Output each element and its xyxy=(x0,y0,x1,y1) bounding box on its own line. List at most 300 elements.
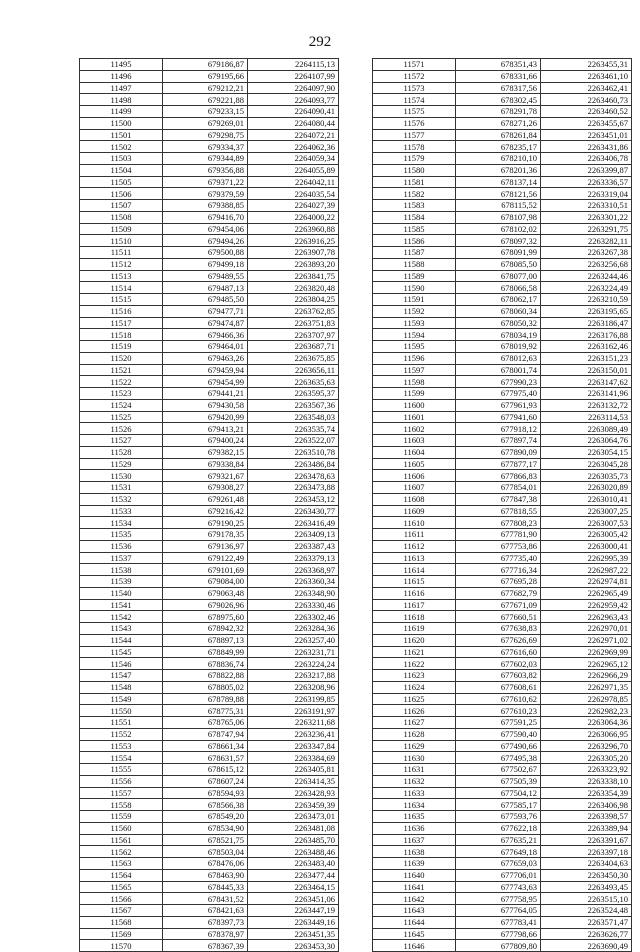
table-row xyxy=(80,70,339,82)
point-number-cell: 11620 xyxy=(373,634,456,646)
x-coordinate-cell: 678397,73 xyxy=(163,916,248,928)
point-number-cell: 11533 xyxy=(80,505,163,517)
table-row xyxy=(80,211,339,223)
table-row xyxy=(373,869,632,881)
table-row xyxy=(80,728,339,740)
x-coordinate-cell: 678331,66 xyxy=(456,70,541,82)
table-row xyxy=(373,834,632,846)
table-row xyxy=(373,623,632,635)
table-row xyxy=(80,341,339,353)
table-row xyxy=(373,928,632,940)
x-coordinate-cell: 677918,12 xyxy=(456,423,541,435)
x-coordinate-cell: 677591,25 xyxy=(456,717,541,729)
table-row xyxy=(373,728,632,740)
point-number-cell: 11577 xyxy=(373,129,456,141)
y-coordinate-cell: 2264042,11 xyxy=(248,176,339,188)
y-coordinate-cell: 2263477,44 xyxy=(248,869,339,881)
point-number-cell: 11544 xyxy=(80,634,163,646)
y-coordinate-cell: 2263176,88 xyxy=(541,329,632,341)
point-number-cell: 11633 xyxy=(373,787,456,799)
table-row xyxy=(373,646,632,658)
x-coordinate-cell: 677505,39 xyxy=(456,775,541,787)
table-row xyxy=(80,470,339,482)
point-number-cell: 11593 xyxy=(373,317,456,329)
point-number-cell: 11644 xyxy=(373,916,456,928)
point-number-cell: 11570 xyxy=(80,940,163,952)
point-number-cell: 11556 xyxy=(80,775,163,787)
table-row xyxy=(80,94,339,106)
y-coordinate-cell: 2263217,88 xyxy=(248,670,339,682)
x-coordinate-cell: 679190,25 xyxy=(163,517,248,529)
y-coordinate-cell: 2262987,22 xyxy=(541,564,632,576)
y-coordinate-cell: 2263455,67 xyxy=(541,117,632,129)
y-coordinate-cell: 2262959,42 xyxy=(541,599,632,611)
point-number-cell: 11622 xyxy=(373,658,456,670)
x-coordinate-cell: 678476,06 xyxy=(163,858,248,870)
point-number-cell: 11536 xyxy=(80,540,163,552)
x-coordinate-cell: 679216,42 xyxy=(163,505,248,517)
table-row xyxy=(80,529,339,541)
x-coordinate-cell: 677716,34 xyxy=(456,564,541,576)
y-coordinate-cell: 2263916,25 xyxy=(248,235,339,247)
y-coordinate-cell: 2263150,01 xyxy=(541,364,632,376)
y-coordinate-cell: 2264090,41 xyxy=(248,106,339,118)
x-coordinate-cell: 678521,75 xyxy=(163,834,248,846)
x-coordinate-cell: 677877,17 xyxy=(456,458,541,470)
point-number-cell: 11567 xyxy=(80,905,163,917)
table-row xyxy=(80,717,339,729)
y-coordinate-cell: 2262971,35 xyxy=(541,681,632,693)
table-row xyxy=(80,693,339,705)
table-row xyxy=(373,317,632,329)
y-coordinate-cell: 2264055,89 xyxy=(248,164,339,176)
y-coordinate-cell: 2263379,13 xyxy=(248,552,339,564)
x-coordinate-cell: 677504,12 xyxy=(456,787,541,799)
table-row xyxy=(80,188,339,200)
x-coordinate-cell: 679489,55 xyxy=(163,270,248,282)
point-number-cell: 11508 xyxy=(80,211,163,223)
x-coordinate-cell: 679212,21 xyxy=(163,82,248,94)
table-row xyxy=(80,658,339,670)
table-row xyxy=(80,435,339,447)
point-number-cell: 11636 xyxy=(373,822,456,834)
x-coordinate-cell: 679485,50 xyxy=(163,294,248,306)
x-coordinate-cell: 677706,01 xyxy=(456,869,541,881)
y-coordinate-cell: 2263224,49 xyxy=(541,282,632,294)
x-coordinate-cell: 679344,89 xyxy=(163,153,248,165)
y-coordinate-cell: 2264059,34 xyxy=(248,153,339,165)
point-number-cell: 11582 xyxy=(373,188,456,200)
point-number-cell: 11563 xyxy=(80,858,163,870)
table-row xyxy=(373,282,632,294)
y-coordinate-cell: 2263141,96 xyxy=(541,388,632,400)
x-coordinate-cell: 678210,10 xyxy=(456,153,541,165)
table-row xyxy=(373,634,632,646)
table-row xyxy=(80,740,339,752)
table-row xyxy=(80,294,339,306)
x-coordinate-cell: 679371,22 xyxy=(163,176,248,188)
x-coordinate-cell: 679499,18 xyxy=(163,258,248,270)
table-row xyxy=(80,705,339,717)
point-number-cell: 11606 xyxy=(373,470,456,482)
table-row xyxy=(373,70,632,82)
y-coordinate-cell: 2263567,36 xyxy=(248,399,339,411)
table-row xyxy=(373,752,632,764)
point-number-cell: 11614 xyxy=(373,564,456,576)
point-number-cell: 11596 xyxy=(373,352,456,364)
x-coordinate-cell: 678836,74 xyxy=(163,658,248,670)
table-row xyxy=(80,905,339,917)
y-coordinate-cell: 2262971,02 xyxy=(541,634,632,646)
table-row xyxy=(80,141,339,153)
y-coordinate-cell: 2262982,23 xyxy=(541,705,632,717)
y-coordinate-cell: 2263066,95 xyxy=(541,728,632,740)
x-coordinate-cell: 677758,95 xyxy=(456,893,541,905)
coordinates-table-right xyxy=(372,58,632,952)
x-coordinate-cell: 679477,71 xyxy=(163,305,248,317)
table-row xyxy=(373,153,632,165)
table-row xyxy=(80,834,339,846)
x-coordinate-cell: 678849,99 xyxy=(163,646,248,658)
y-coordinate-cell: 2263404,63 xyxy=(541,858,632,870)
table-row xyxy=(373,223,632,235)
point-number-cell: 11509 xyxy=(80,223,163,235)
x-coordinate-cell: 678097,32 xyxy=(456,235,541,247)
table-row xyxy=(373,411,632,423)
y-coordinate-cell: 2264062,36 xyxy=(248,141,339,153)
y-coordinate-cell: 2263515,10 xyxy=(541,893,632,905)
x-coordinate-cell: 679321,67 xyxy=(163,470,248,482)
point-number-cell: 11546 xyxy=(80,658,163,670)
y-coordinate-cell: 2263453,12 xyxy=(248,493,339,505)
y-coordinate-cell: 2263595,37 xyxy=(248,388,339,400)
x-coordinate-cell: 677783,41 xyxy=(456,916,541,928)
y-coordinate-cell: 2263000,41 xyxy=(541,540,632,552)
y-coordinate-cell: 2263114,53 xyxy=(541,411,632,423)
table-row xyxy=(80,846,339,858)
x-coordinate-cell: 679382,15 xyxy=(163,446,248,458)
point-number-cell: 11564 xyxy=(80,869,163,881)
y-coordinate-cell: 2263064,76 xyxy=(541,435,632,447)
point-number-cell: 11502 xyxy=(80,141,163,153)
y-coordinate-cell: 2263151,23 xyxy=(541,352,632,364)
x-coordinate-cell: 678019,92 xyxy=(456,341,541,353)
table-row xyxy=(80,822,339,834)
table-row xyxy=(80,799,339,811)
table-row xyxy=(373,446,632,458)
table-row xyxy=(80,176,339,188)
table-row xyxy=(80,117,339,129)
x-coordinate-cell: 677610,62 xyxy=(456,693,541,705)
table-row xyxy=(373,164,632,176)
x-coordinate-cell: 678534,90 xyxy=(163,822,248,834)
table-row xyxy=(373,775,632,787)
point-number-cell: 11520 xyxy=(80,352,163,364)
table-row xyxy=(80,893,339,905)
point-number-cell: 11632 xyxy=(373,775,456,787)
point-number-cell: 11581 xyxy=(373,176,456,188)
table-row xyxy=(373,294,632,306)
x-coordinate-cell: 678062,17 xyxy=(456,294,541,306)
point-number-cell: 11507 xyxy=(80,200,163,212)
y-coordinate-cell: 2263007,53 xyxy=(541,517,632,529)
point-number-cell: 11599 xyxy=(373,388,456,400)
y-coordinate-cell: 2264000,22 xyxy=(248,211,339,223)
point-number-cell: 11586 xyxy=(373,235,456,247)
y-coordinate-cell: 2263244,46 xyxy=(541,270,632,282)
table-row xyxy=(80,928,339,940)
table-row xyxy=(373,611,632,623)
x-coordinate-cell: 678822,88 xyxy=(163,670,248,682)
point-number-cell: 11560 xyxy=(80,822,163,834)
point-number-cell: 11526 xyxy=(80,423,163,435)
table-row xyxy=(373,740,632,752)
point-number-cell: 11580 xyxy=(373,164,456,176)
point-number-cell: 11499 xyxy=(80,106,163,118)
point-number-cell: 11615 xyxy=(373,576,456,588)
y-coordinate-cell: 2263089,49 xyxy=(541,423,632,435)
y-coordinate-cell: 2263430,77 xyxy=(248,505,339,517)
y-coordinate-cell: 2263455,31 xyxy=(541,59,632,71)
page-number: 292 xyxy=(308,34,332,50)
y-coordinate-cell: 2263284,36 xyxy=(248,623,339,635)
y-coordinate-cell: 2263199,85 xyxy=(248,693,339,705)
y-coordinate-cell: 2263690,49 xyxy=(541,940,632,952)
x-coordinate-cell: 679379,59 xyxy=(163,188,248,200)
y-coordinate-cell: 2263428,93 xyxy=(248,787,339,799)
point-number-cell: 11639 xyxy=(373,858,456,870)
y-coordinate-cell: 2263488,46 xyxy=(248,846,339,858)
y-coordinate-cell: 2263431,86 xyxy=(541,141,632,153)
table-row xyxy=(373,893,632,905)
table-row xyxy=(373,905,632,917)
point-number-cell: 11537 xyxy=(80,552,163,564)
x-coordinate-cell: 679063,48 xyxy=(163,587,248,599)
point-number-cell: 11607 xyxy=(373,482,456,494)
y-coordinate-cell: 2263010,41 xyxy=(541,493,632,505)
x-coordinate-cell: 677593,76 xyxy=(456,811,541,823)
table-row xyxy=(373,811,632,823)
y-coordinate-cell: 2263398,57 xyxy=(541,811,632,823)
y-coordinate-cell: 2263453,30 xyxy=(248,940,339,952)
y-coordinate-cell: 2263391,67 xyxy=(541,834,632,846)
point-number-cell: 11631 xyxy=(373,764,456,776)
x-coordinate-cell: 678661,34 xyxy=(163,740,248,752)
x-coordinate-cell: 677753,86 xyxy=(456,540,541,552)
point-number-cell: 11521 xyxy=(80,364,163,376)
coordinates-table-left xyxy=(79,58,339,952)
x-coordinate-cell: 678302,45 xyxy=(456,94,541,106)
point-number-cell: 11598 xyxy=(373,376,456,388)
x-coordinate-cell: 678445,33 xyxy=(163,881,248,893)
table-row xyxy=(373,564,632,576)
coordinates-table-right-body xyxy=(373,59,632,952)
x-coordinate-cell: 679400,24 xyxy=(163,435,248,447)
y-coordinate-cell: 2263485,70 xyxy=(248,834,339,846)
y-coordinate-cell: 2264027,39 xyxy=(248,200,339,212)
table-row xyxy=(80,329,339,341)
table-row xyxy=(373,270,632,282)
table-row xyxy=(80,364,339,376)
table-row xyxy=(80,399,339,411)
y-coordinate-cell: 2263656,11 xyxy=(248,364,339,376)
point-number-cell: 11574 xyxy=(373,94,456,106)
x-coordinate-cell: 678942,32 xyxy=(163,623,248,635)
x-coordinate-cell: 679441,21 xyxy=(163,388,248,400)
point-number-cell: 11585 xyxy=(373,223,456,235)
point-number-cell: 11523 xyxy=(80,388,163,400)
table-row xyxy=(373,458,632,470)
x-coordinate-cell: 677818,55 xyxy=(456,505,541,517)
table-row xyxy=(80,270,339,282)
point-number-cell: 11584 xyxy=(373,211,456,223)
y-coordinate-cell: 2263132,72 xyxy=(541,399,632,411)
table-row xyxy=(373,787,632,799)
x-coordinate-cell: 677781,90 xyxy=(456,529,541,541)
y-coordinate-cell: 2262969,99 xyxy=(541,646,632,658)
x-coordinate-cell: 677975,40 xyxy=(456,388,541,400)
x-coordinate-cell: 677502,67 xyxy=(456,764,541,776)
point-number-cell: 11640 xyxy=(373,869,456,881)
point-number-cell: 11601 xyxy=(373,411,456,423)
x-coordinate-cell: 679269,01 xyxy=(163,117,248,129)
point-number-cell: 11528 xyxy=(80,446,163,458)
table-row xyxy=(373,576,632,588)
x-coordinate-cell: 678566,38 xyxy=(163,799,248,811)
table-row xyxy=(373,505,632,517)
point-number-cell: 11535 xyxy=(80,529,163,541)
x-coordinate-cell: 677809,80 xyxy=(456,940,541,952)
point-number-cell: 11616 xyxy=(373,587,456,599)
table-row xyxy=(80,587,339,599)
table-row xyxy=(80,411,339,423)
x-coordinate-cell: 679356,88 xyxy=(163,164,248,176)
point-number-cell: 11605 xyxy=(373,458,456,470)
point-number-cell: 11548 xyxy=(80,681,163,693)
x-coordinate-cell: 677602,03 xyxy=(456,658,541,670)
x-coordinate-cell: 679420,99 xyxy=(163,411,248,423)
table-row xyxy=(80,811,339,823)
point-number-cell: 11514 xyxy=(80,282,163,294)
x-coordinate-cell: 679298,75 xyxy=(163,129,248,141)
y-coordinate-cell: 2263256,68 xyxy=(541,258,632,270)
x-coordinate-cell: 677735,40 xyxy=(456,552,541,564)
y-coordinate-cell: 2263493,45 xyxy=(541,881,632,893)
y-coordinate-cell: 2263007,25 xyxy=(541,505,632,517)
point-number-cell: 11627 xyxy=(373,717,456,729)
table-row xyxy=(80,164,339,176)
x-coordinate-cell: 678631,57 xyxy=(163,752,248,764)
point-number-cell: 11617 xyxy=(373,599,456,611)
x-coordinate-cell: 678367,39 xyxy=(163,940,248,952)
point-number-cell: 11510 xyxy=(80,235,163,247)
table-row xyxy=(80,858,339,870)
y-coordinate-cell: 2263330,46 xyxy=(248,599,339,611)
x-coordinate-cell: 678261,84 xyxy=(456,129,541,141)
y-coordinate-cell: 2262974,81 xyxy=(541,576,632,588)
y-coordinate-cell: 2263510,78 xyxy=(248,446,339,458)
y-coordinate-cell: 2263354,39 xyxy=(541,787,632,799)
table-row xyxy=(80,305,339,317)
y-coordinate-cell: 2263571,47 xyxy=(541,916,632,928)
table-row xyxy=(80,153,339,165)
point-number-cell: 11619 xyxy=(373,623,456,635)
y-coordinate-cell: 2263524,48 xyxy=(541,905,632,917)
x-coordinate-cell: 678091,99 xyxy=(456,247,541,259)
y-coordinate-cell: 2263267,38 xyxy=(541,247,632,259)
x-coordinate-cell: 678594,93 xyxy=(163,787,248,799)
x-coordinate-cell: 677808,23 xyxy=(456,517,541,529)
y-coordinate-cell: 2263236,41 xyxy=(248,728,339,740)
point-number-cell: 11583 xyxy=(373,200,456,212)
table-row xyxy=(373,247,632,259)
x-coordinate-cell: 677585,17 xyxy=(456,799,541,811)
table-row xyxy=(373,670,632,682)
x-coordinate-cell: 677990,23 xyxy=(456,376,541,388)
x-coordinate-cell: 677490,66 xyxy=(456,740,541,752)
table-row xyxy=(80,881,339,893)
y-coordinate-cell: 2264107,99 xyxy=(248,70,339,82)
table-row xyxy=(373,329,632,341)
table-row xyxy=(80,681,339,693)
point-number-cell: 11530 xyxy=(80,470,163,482)
x-coordinate-cell: 677743,63 xyxy=(456,881,541,893)
x-coordinate-cell: 679466,36 xyxy=(163,329,248,341)
y-coordinate-cell: 2263841,75 xyxy=(248,270,339,282)
y-coordinate-cell: 2263409,13 xyxy=(248,529,339,541)
table-row xyxy=(80,247,339,259)
point-number-cell: 11517 xyxy=(80,317,163,329)
x-coordinate-cell: 678615,12 xyxy=(163,764,248,776)
table-row xyxy=(80,235,339,247)
y-coordinate-cell: 2263319,04 xyxy=(541,188,632,200)
x-coordinate-cell: 678503,04 xyxy=(163,846,248,858)
table-row xyxy=(373,529,632,541)
point-number-cell: 11641 xyxy=(373,881,456,893)
table-row xyxy=(373,82,632,94)
y-coordinate-cell: 2263147,62 xyxy=(541,376,632,388)
table-row xyxy=(80,388,339,400)
point-number-cell: 11552 xyxy=(80,728,163,740)
y-coordinate-cell: 2262965,12 xyxy=(541,658,632,670)
table-row xyxy=(373,940,632,952)
x-coordinate-cell: 677961,93 xyxy=(456,399,541,411)
x-coordinate-cell: 677590,40 xyxy=(456,728,541,740)
x-coordinate-cell: 679430,58 xyxy=(163,399,248,411)
y-coordinate-cell: 2263675,85 xyxy=(248,352,339,364)
table-row xyxy=(373,681,632,693)
y-coordinate-cell: 2263296,70 xyxy=(541,740,632,752)
y-coordinate-cell: 2263305,20 xyxy=(541,752,632,764)
table-row xyxy=(373,717,632,729)
point-number-cell: 11513 xyxy=(80,270,163,282)
x-coordinate-cell: 679195,66 xyxy=(163,70,248,82)
point-number-cell: 11603 xyxy=(373,435,456,447)
x-coordinate-cell: 679233,15 xyxy=(163,106,248,118)
x-coordinate-cell: 679186,87 xyxy=(163,59,248,71)
table-row xyxy=(373,846,632,858)
y-coordinate-cell: 2263451,01 xyxy=(541,129,632,141)
y-coordinate-cell: 2263208,96 xyxy=(248,681,339,693)
y-coordinate-cell: 2263416,49 xyxy=(248,517,339,529)
y-coordinate-cell: 2263195,65 xyxy=(541,305,632,317)
x-coordinate-cell: 679416,70 xyxy=(163,211,248,223)
y-coordinate-cell: 2263459,39 xyxy=(248,799,339,811)
point-number-cell: 11511 xyxy=(80,247,163,259)
y-coordinate-cell: 2263804,25 xyxy=(248,294,339,306)
point-number-cell: 11527 xyxy=(80,435,163,447)
point-number-cell: 11551 xyxy=(80,717,163,729)
